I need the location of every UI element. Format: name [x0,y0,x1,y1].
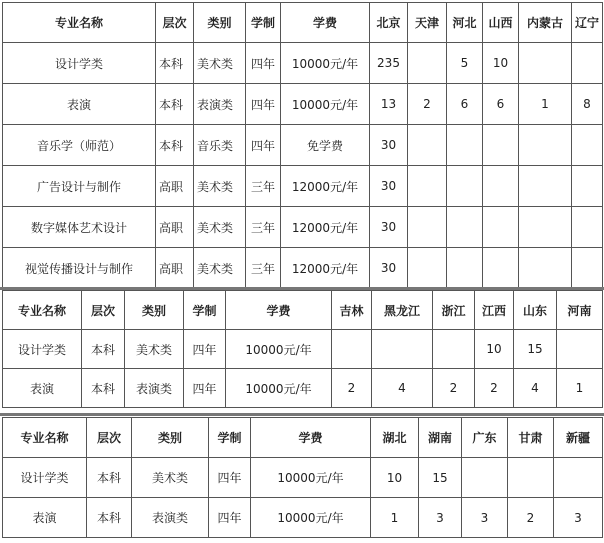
table-row [3,248,603,289]
table-2 [2,290,603,408]
table-row [3,43,603,84]
header-cell: 江西 [475,291,514,330]
table-cell [519,248,572,289]
table-cell: 三年 [246,166,281,207]
header-cell: 类别 [194,3,246,43]
table-cell: 广告设计与制作 [3,166,156,207]
header-cell: 层次 [87,418,132,458]
table-cell [372,330,433,369]
header-cell: 甘肃 [508,418,554,458]
header-cell: 专业名称 [3,3,156,43]
table-cell: 四年 [209,498,251,538]
header-cell: 学费 [281,3,370,43]
header-cell: 专业名称 [3,418,87,458]
table-cell: 1 [557,369,603,408]
table-cell: 4 [514,369,557,408]
header-cell: 专业名称 [3,291,82,330]
table-cell: 12000元/年 [281,166,370,207]
header-cell: 吉林 [332,291,372,330]
table-cell [519,125,572,166]
table-cell: 5 [447,43,483,84]
table-cell: 10 [483,43,519,84]
table-cell: 3 [462,498,508,538]
header-cell: 类别 [132,418,209,458]
table-cell: 235 [370,43,408,84]
table-cell: 10000元/年 [226,369,332,408]
table-cell: 2 [475,369,514,408]
table-row [3,84,603,125]
table-cell: 视觉传播设计与制作 [3,248,156,289]
header-cell: 学费 [251,418,371,458]
table-cell: 本科 [156,84,194,125]
header-cell: 新疆 [554,418,603,458]
table-cell: 10000元/年 [251,458,371,498]
table-cell [572,207,603,248]
table-cell: 13 [370,84,408,125]
table-cell: 美术类 [132,458,209,498]
table-cell [519,166,572,207]
table-cell: 设计学类 [3,330,82,369]
table-cell: 音乐学（师范） [3,125,156,166]
table-cell: 3 [554,498,603,538]
header-cell: 层次 [82,291,125,330]
table-cell: 本科 [87,458,132,498]
table-separator [0,413,604,416]
table-cell: 三年 [246,207,281,248]
table-cell [447,248,483,289]
table-cell: 10000元/年 [226,330,332,369]
table-cell: 数字媒体艺术设计 [3,207,156,248]
table-cell: 本科 [82,369,125,408]
table-cell: 表演类 [194,84,246,125]
table-cell [447,207,483,248]
table-cell: 30 [370,207,408,248]
table-cell [447,125,483,166]
table-cell: 三年 [246,248,281,289]
table-header-row [3,418,603,458]
table-cell: 1 [519,84,572,125]
table-cell: 四年 [209,458,251,498]
table-cell [483,125,519,166]
table-cell: 30 [370,166,408,207]
table-cell [483,248,519,289]
header-cell: 黑龙江 [372,291,433,330]
table-cell [572,125,603,166]
table-cell: 15 [514,330,557,369]
table-cell: 美术类 [194,207,246,248]
table-cell: 12000元/年 [281,207,370,248]
table-row [3,125,603,166]
table-cell: 设计学类 [3,458,87,498]
table-cell [554,458,603,498]
table-3 [2,417,603,538]
table-cell: 高职 [156,248,194,289]
table-cell: 美术类 [194,166,246,207]
table-cell: 10000元/年 [281,84,370,125]
table-cell: 30 [370,125,408,166]
table-cell [572,43,603,84]
header-cell: 河北 [447,3,483,43]
table-cell: 四年 [184,330,226,369]
table-row [3,369,603,408]
table-cell: 2 [332,369,372,408]
table-cell [408,125,447,166]
table-cell: 10000元/年 [281,43,370,84]
table-cell: 四年 [246,43,281,84]
table-cell [447,166,483,207]
table-cell [508,458,554,498]
table-cell [572,166,603,207]
table-cell: 表演 [3,369,82,408]
table-cell [519,207,572,248]
table-cell: 1 [371,498,419,538]
table-row [3,330,603,369]
table-cell: 本科 [82,330,125,369]
table-cell: 2 [433,369,475,408]
table-row [3,207,603,248]
table-cell: 12000元/年 [281,248,370,289]
table-cell [408,166,447,207]
table-cell: 10 [371,458,419,498]
table-row [3,458,603,498]
table-cell: 表演类 [132,498,209,538]
table-cell: 4 [372,369,433,408]
table-1 [2,2,603,289]
table-cell [572,248,603,289]
table-cell: 10 [475,330,514,369]
table-cell: 美术类 [125,330,184,369]
table-cell [483,166,519,207]
table-cell: 6 [483,84,519,125]
header-cell: 山东 [514,291,557,330]
table-cell: 高职 [156,166,194,207]
header-cell: 北京 [370,3,408,43]
header-cell: 广东 [462,418,508,458]
table-cell [557,330,603,369]
table-cell: 本科 [87,498,132,538]
table-cell: 音乐类 [194,125,246,166]
header-cell: 湖北 [371,418,419,458]
table-cell: 四年 [184,369,226,408]
header-cell: 浙江 [433,291,475,330]
table-cell: 设计学类 [3,43,156,84]
table-cell: 15 [419,458,462,498]
table-cell: 免学费 [281,125,370,166]
table-cell [433,330,475,369]
table-cell [408,43,447,84]
table-cell [519,43,572,84]
table-header-row [3,3,603,43]
header-cell: 学费 [226,291,332,330]
table-cell: 表演 [3,498,87,538]
header-cell: 山西 [483,3,519,43]
table-cell: 本科 [156,125,194,166]
table-cell: 表演 [3,84,156,125]
table-cell: 美术类 [194,248,246,289]
table-cell: 3 [419,498,462,538]
header-cell: 内蒙古 [519,3,572,43]
table-cell [332,330,372,369]
header-cell: 学制 [246,3,281,43]
table-cell [483,207,519,248]
table-cell: 本科 [156,43,194,84]
table-cell: 10000元/年 [251,498,371,538]
table-cell: 2 [408,84,447,125]
table-cell: 表演类 [125,369,184,408]
table-cell: 四年 [246,84,281,125]
table-header-row [3,291,603,330]
table-cell [408,248,447,289]
table-cell: 美术类 [194,43,246,84]
table-cell: 高职 [156,207,194,248]
table-cell [462,458,508,498]
table-cell: 6 [447,84,483,125]
header-cell: 学制 [184,291,226,330]
table-row [3,498,603,538]
header-cell: 辽宁 [572,3,603,43]
table-cell [408,207,447,248]
header-cell: 湖南 [419,418,462,458]
table-cell: 8 [572,84,603,125]
header-cell: 河南 [557,291,603,330]
header-cell: 学制 [209,418,251,458]
table-cell: 2 [508,498,554,538]
table-row [3,166,603,207]
header-cell: 层次 [156,3,194,43]
table-cell: 四年 [246,125,281,166]
header-cell: 类别 [125,291,184,330]
header-cell: 天津 [408,3,447,43]
table-cell: 30 [370,248,408,289]
